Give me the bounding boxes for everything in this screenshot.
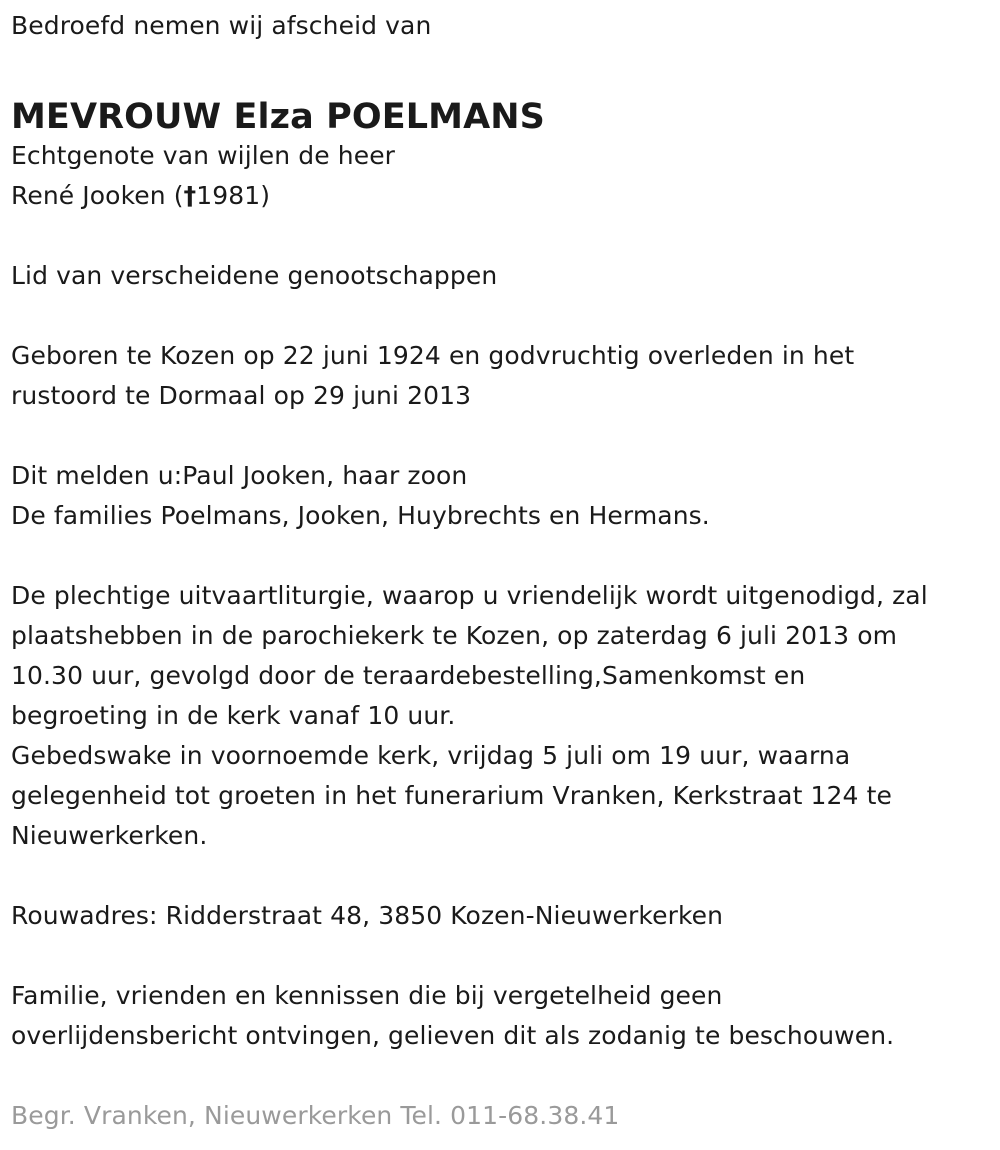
death-notice <box>11 6 991 1136</box>
spouse-death-year: 1981) <box>196 181 271 210</box>
funeral-line-4: begroeting in de kerk vanaf 10 uur. <box>11 701 456 730</box>
funeral-line-6: gelegenheid tot groeten in het funerarium Vranken, Kerkstraat 124 te <box>11 781 892 810</box>
spacer <box>11 1056 991 1096</box>
birth-death-line-1: Geboren te Kozen op 22 juni 1924 en godvruchtig overleden in het <box>11 341 855 370</box>
funeral-line-3: 10.30 uur, gevolgd door de teraardebestelling,Samenkomst en <box>11 661 806 690</box>
spacer <box>11 216 991 256</box>
funeral-line-7: Nieuwerkerken. <box>11 821 208 850</box>
cross-icon: † <box>183 181 197 210</box>
spacer <box>11 856 991 896</box>
spouse-name: René Jooken ( <box>11 181 184 210</box>
funeral-line-5: Gebedswake in voornoemde kerk, vrijdag 5 juli om 19 uur, waarna <box>11 741 851 770</box>
mourning-address: Rouwadres: Ridderstraat 48, 3850 Kozen-Nieuwerkerken <box>11 901 724 930</box>
closing-line-2: overlijdensbericht ontvingen, gelieven dit als zodanig te beschouwen. <box>11 1021 895 1050</box>
announcers-line-2: De families Poelmans, Jooken, Huybrechts en Hermans. <box>11 501 710 530</box>
spacer <box>11 46 991 86</box>
spacer <box>11 936 991 976</box>
intro-text: Bedroefd nemen wij afscheid van <box>11 11 432 40</box>
announcers-line-1: Dit melden u:Paul Jooken, haar zoon <box>11 461 468 490</box>
spacer <box>11 296 991 336</box>
spacer <box>11 536 991 576</box>
deceased-name: MEVROUW Elza POELMANS <box>11 97 545 137</box>
funeral-line-1: De plechtige uitvaartliturgie, waarop u vriendelijk wordt uitgenodigd, zal <box>11 581 928 610</box>
spacer <box>11 416 991 456</box>
birth-death-line-2: rustoord te Dormaal op 29 juni 2013 <box>11 381 472 410</box>
membership-text: Lid van verscheidene genootschappen <box>11 261 498 290</box>
spouse-line-1: Echtgenote van wijlen de heer <box>11 141 396 170</box>
closing-line-1: Familie, vrienden en kennissen die bij vergetelheid geen <box>11 981 723 1010</box>
funeral-home-footer: Begr. Vranken, Nieuwerkerken Tel. 011-68.38.41 <box>11 1101 620 1130</box>
funeral-line-2: plaatshebben in de parochiekerk te Kozen, op zaterdag 6 juli 2013 om <box>11 621 898 650</box>
spouse-line-2 <box>11 176 991 216</box>
